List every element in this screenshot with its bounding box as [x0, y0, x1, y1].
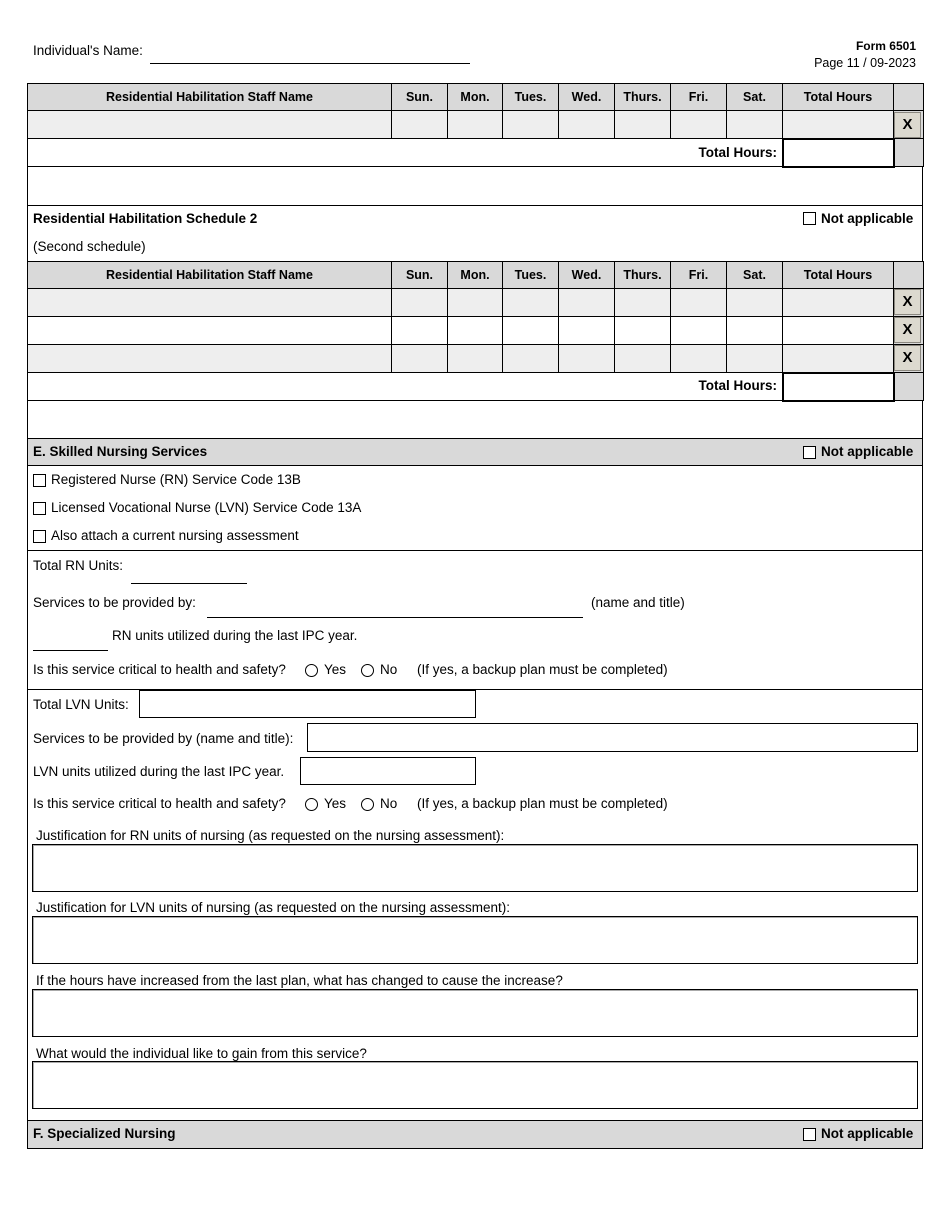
mon-input[interactable] [448, 111, 503, 139]
rn-units-utilized-label: RN units utilized during the last IPC year. [112, 628, 358, 643]
col-header-total-hours: Total Hours [783, 84, 894, 111]
schedule2-header-row [28, 262, 924, 289]
schedule2-title: Residential Habilitation Schedule 2 [33, 211, 258, 226]
total-hours-label-cell [28, 139, 783, 167]
remove-row-button[interactable]: X [894, 345, 921, 371]
sat-input[interactable] [727, 317, 783, 345]
total-rn-units-label: Total RN Units: [33, 558, 124, 573]
total-blank-cell [894, 139, 924, 167]
wed-input[interactable] [559, 317, 615, 345]
remove-row-button[interactable]: X [894, 289, 921, 315]
lvn-critical-yes-label: Yes [324, 796, 347, 811]
staff-name-input[interactable] [28, 289, 392, 317]
wed-input[interactable] [559, 345, 615, 373]
rn-critical-no-radio[interactable] [361, 664, 374, 677]
total-hours-label-cell [28, 373, 783, 401]
schedule2-not-applicable-checkbox[interactable] [803, 212, 816, 225]
col-header-wed: Wed. [559, 262, 615, 289]
justification-rn-label: Justification for RN units of nursing (as requested on the nursing assessment): [36, 828, 505, 843]
rn-units-utilized-input[interactable] [33, 650, 108, 651]
individual-name-input[interactable] [150, 63, 470, 64]
lvn-critical-no-label: No [380, 796, 398, 811]
row-total-hours-input[interactable] [783, 111, 894, 139]
mon-input[interactable] [448, 289, 503, 317]
schedule1-total-hours-input[interactable] [783, 139, 894, 167]
col-header-thurs: Thurs. [615, 84, 671, 111]
schedule1-total-hours-label: Total Hours: [698, 145, 777, 160]
table-row [28, 345, 924, 373]
row-total-hours-input[interactable] [783, 345, 894, 373]
staff-name-input[interactable] [28, 111, 392, 139]
col-header-mon: Mon. [448, 84, 503, 111]
remove-row-button[interactable]: X [894, 112, 921, 138]
col-header-staff-name: Residential Habilitation Staff Name [28, 84, 392, 111]
individual-name-label: Individual's Name: [33, 43, 143, 58]
fri-input[interactable] [671, 289, 727, 317]
schedule2-total-row [28, 373, 924, 401]
increase-reason-label: If the hours have increased from the last plan, what has changed to cause the increase? [36, 973, 563, 988]
individual-gain-textarea[interactable] [32, 1061, 918, 1109]
tues-input[interactable] [503, 317, 559, 345]
lvn-units-utilized-input[interactable] [300, 757, 476, 785]
schedule2-total-hours-input[interactable] [783, 373, 894, 401]
individual-gain-label: What would the individual like to gain from this service? [36, 1046, 367, 1061]
thurs-input[interactable] [615, 289, 671, 317]
total-blank-cell [894, 373, 924, 401]
fri-input[interactable] [671, 317, 727, 345]
schedule2-subtitle: (Second schedule) [33, 239, 146, 254]
rn-name-title-note: (name and title) [591, 595, 685, 610]
form-number: Form 6501 [855, 39, 916, 53]
rn-critical-no-label: No [380, 662, 398, 677]
nursing-assessment-checkbox[interactable] [33, 530, 46, 543]
lvn-service-label: Licensed Vocational Nurse (LVN) Service Code 13A [51, 500, 362, 515]
thurs-input[interactable] [615, 345, 671, 373]
section-e-not-applicable-checkbox[interactable] [803, 446, 816, 459]
col-header-mon: Mon. [448, 262, 503, 289]
sat-input[interactable] [727, 345, 783, 373]
table-row [28, 111, 924, 139]
sat-input[interactable] [727, 289, 783, 317]
total-lvn-units-label: Total LVN Units: [33, 697, 129, 712]
table-row [28, 289, 924, 317]
section-e-not-applicable-label: Not applicable [821, 444, 914, 459]
row-total-hours-input[interactable] [783, 317, 894, 345]
section-e-title: E. Skilled Nursing Services [33, 444, 208, 459]
schedule2-not-applicable-label: Not applicable [821, 211, 914, 226]
lvn-provided-by-input[interactable] [307, 723, 918, 752]
rn-service-checkbox[interactable] [33, 474, 46, 487]
table-row [28, 317, 924, 345]
total-lvn-units-input[interactable] [139, 690, 476, 718]
divider [27, 550, 923, 551]
col-header-fri: Fri. [671, 84, 727, 111]
sun-input[interactable] [392, 345, 448, 373]
schedule2-total-hours-label: Total Hours: [698, 378, 777, 393]
staff-name-input[interactable] [28, 345, 392, 373]
divider [27, 205, 923, 206]
rn-critical-yes-label: Yes [324, 662, 347, 677]
schedule1-table [27, 83, 924, 168]
lvn-service-checkbox[interactable] [33, 502, 46, 515]
schedule1-header-row [28, 84, 924, 111]
col-header-staff-name: Residential Habilitation Staff Name [28, 262, 392, 289]
lvn-critical-yes-radio[interactable] [305, 798, 318, 811]
col-header-blank [894, 84, 924, 111]
thurs-input[interactable] [615, 317, 671, 345]
increase-reason-textarea[interactable] [32, 989, 918, 1037]
tues-input[interactable] [503, 111, 559, 139]
lvn-critical-question: Is this service critical to health and safety? [33, 796, 286, 811]
col-header-tues: Tues. [503, 262, 559, 289]
justification-lvn-label: Justification for LVN units of nursing (as requested on the nursing assessment): [36, 900, 510, 915]
page-info: Page 11 / 09-2023 [814, 56, 916, 70]
justification-rn-textarea[interactable] [32, 844, 918, 892]
lvn-units-utilized-label: LVN units utilized during the last IPC year. [33, 764, 285, 779]
rn-backup-note: (If yes, a backup plan must be completed) [417, 662, 668, 677]
remove-row-button[interactable]: X [894, 317, 921, 343]
mon-input[interactable] [448, 345, 503, 373]
lvn-backup-note: (If yes, a backup plan must be completed) [417, 796, 668, 811]
col-header-blank [894, 262, 924, 289]
col-header-sun: Sun. [392, 262, 448, 289]
sat-input[interactable] [727, 111, 783, 139]
col-header-wed: Wed. [559, 84, 615, 111]
rn-service-label: Registered Nurse (RN) Service Code 13B [51, 472, 301, 487]
total-rn-units-input[interactable] [131, 583, 247, 584]
schedule1-total-row [28, 139, 924, 167]
rn-critical-question: Is this service critical to health and safety? [33, 662, 286, 677]
schedule2-table [27, 261, 924, 402]
sun-input[interactable] [392, 317, 448, 345]
lvn-critical-no-radio[interactable] [361, 798, 374, 811]
section-f-title: F. Specialized Nursing [33, 1126, 176, 1141]
nursing-assessment-label: Also attach a current nursing assessment [51, 528, 299, 543]
col-header-thurs: Thurs. [615, 262, 671, 289]
col-header-sat: Sat. [727, 84, 783, 111]
section-f-not-applicable-label: Not applicable [821, 1126, 914, 1141]
mon-input[interactable] [448, 317, 503, 345]
rn-critical-yes-radio[interactable] [305, 664, 318, 677]
row-total-hours-input[interactable] [783, 289, 894, 317]
fri-input[interactable] [671, 111, 727, 139]
col-header-total-hours: Total Hours [783, 262, 894, 289]
sun-input[interactable] [392, 289, 448, 317]
sun-input[interactable] [392, 111, 448, 139]
rn-provided-by-input[interactable] [207, 617, 583, 618]
tues-input[interactable] [503, 289, 559, 317]
col-header-tues: Tues. [503, 84, 559, 111]
col-header-sun: Sun. [392, 84, 448, 111]
wed-input[interactable] [559, 111, 615, 139]
lvn-provided-by-label: Services to be provided by (name and title): [33, 731, 294, 746]
tues-input[interactable] [503, 345, 559, 373]
col-header-fri: Fri. [671, 262, 727, 289]
thurs-input[interactable] [615, 111, 671, 139]
wed-input[interactable] [559, 289, 615, 317]
section-f-not-applicable-checkbox[interactable] [803, 1128, 816, 1141]
col-header-sat: Sat. [727, 262, 783, 289]
justification-lvn-textarea[interactable] [32, 916, 918, 964]
staff-name-input[interactable] [28, 317, 392, 345]
rn-provided-by-label: Services to be provided by: [33, 595, 196, 610]
fri-input[interactable] [671, 345, 727, 373]
